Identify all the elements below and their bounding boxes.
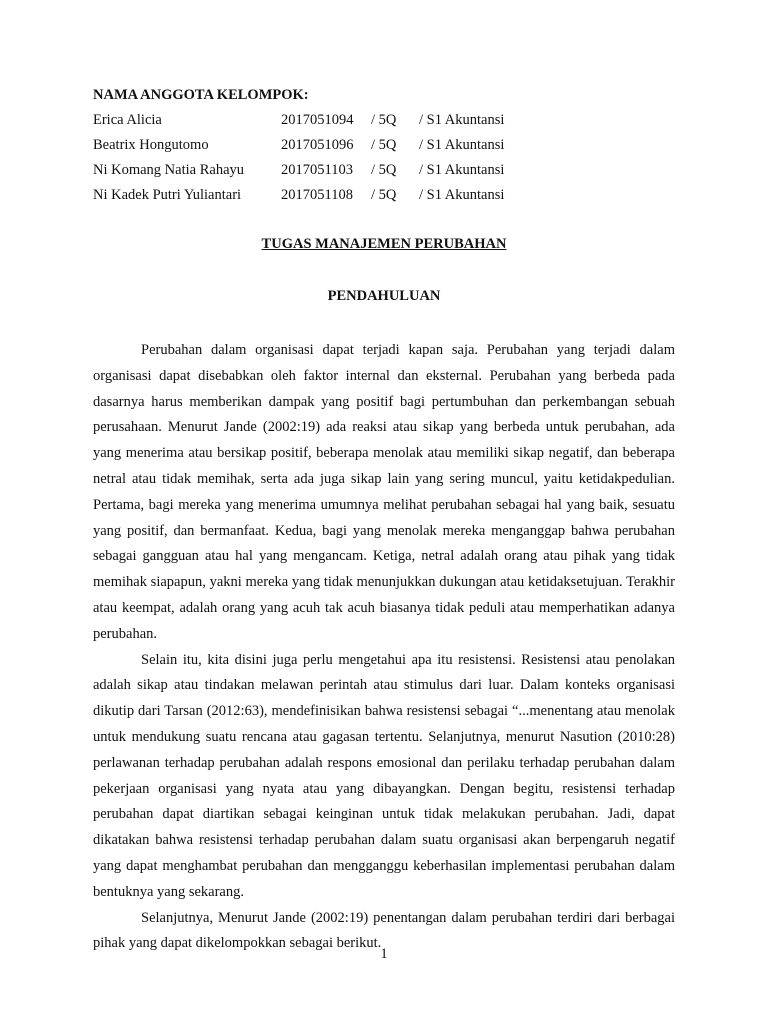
member-name: Beatrix Hongutomo <box>93 137 209 153</box>
section-title: PENDAHULUAN <box>327 288 441 304</box>
page-number: 1 <box>380 946 388 962</box>
member-class: / 5Q <box>371 112 397 128</box>
document-title <box>0 236 768 253</box>
member-name: Ni Komang Natia Rahayu <box>93 162 245 178</box>
body-text <box>93 338 675 957</box>
paragraph: Selain itu, kita disini juga perlu mengetahui apa itu resistensi. Resistensi atau penolakan adalah sikap atau tindakan melawan perintah atau stimulus dari luar. Dalam konteks organisasi dikutip dari Tarsan (2012:63), mendefinisikan bahwa resistensi sebagai “...menentang atau menolak untuk mendukung suatu rencana atau gagasan tertentu. Selanjutnya, menurut Nasution (2010:28) perlawanan terhadap perubahan adalah respons emosional dan perilaku terhadap perubahan dalam pekerjaan organisasi yang nyata atau yang dibayangkan. Dengan begitu, resistensi terhadap perubahan dapat diartikan sebagai keinginan untuk tidak melakukan perubahan. Jadi, dapat dikatakan bahwa resistensi terhadap perubahan dalam suatu organisasi akan berpengaruh negatif yang dapat menghambat perubahan dan mengganggu keberhasilan implementasi perubahan dalam bentuknya yang sekarang. <box>93 651 675 900</box>
member-nim: 2017051094 <box>281 112 354 128</box>
member-class: / 5Q <box>371 162 397 178</box>
document-title-text: TUGAS MANAJEMEN PERUBAHAN <box>261 236 507 252</box>
member-class: / 5Q <box>371 187 397 203</box>
member-nim: 2017051108 <box>281 187 353 203</box>
member-nim: 2017051103 <box>281 162 353 178</box>
member-program: / S1 Akuntansi <box>419 137 505 153</box>
member-name: Ni Kadek Putri Yuliantari <box>93 187 242 203</box>
member-program: / S1 Akuntansi <box>419 162 505 178</box>
paragraph: Perubahan dalam organisasi dapat terjadi kapan saja. Perubahan yang terjadi dalam organisasi dapat disebabkan oleh faktor internal dan eksternal. Perubahan yang berbeda pada dasarnya harus memberikan dampak yang positif bagi pertumbuhan dan perkembangan sebuah perusahaan. Menurut Jande (2002:19) ada reaksi atau sikap yang berbeda untuk perubahan, ada yang menerima atau bersikap positif, beberapa menolak atau memiliki sikap negatif, dan beberapa netral atau tidak memihak, serta ada juga sikap lain yang sering muncul, yaitu ketidakpedulian. Pertama, bagi mereka yang menerima umumnya melihat perubahan sebagai hal yang baik, sesuatu yang positif, dan bermanfaat. Kedua, bagi yang menolak mereka menganggap bahwa perubahan sebagai gangguan atau hal yang mengancam. Ketiga, netral adalah orang atau pihak yang tidak memihak siapapun, yakni mereka yang tidak menunjukkan dukungan atau ketidaksetujuan. Terakhir atau keempat, adalah orang yang acuh tak acuh biasanya tidak peduli atau memperhatikan adanya perubahan. <box>93 342 675 642</box>
paragraph: Selanjutnya, Menurut Jande (2002:19) penentangan dalam perubahan terdiri dari berbagai pihak yang dapat dikelompokkan sebagai berikut. <box>93 909 675 952</box>
member-name: Erica Alicia <box>93 112 162 128</box>
member-program: / S1 Akuntansi <box>419 112 505 128</box>
member-nim: 2017051096 <box>281 137 354 153</box>
members-heading: NAMA ANGGOTA KELOMPOK: <box>93 87 309 103</box>
member-program: / S1 Akuntansi <box>419 187 505 203</box>
member-class: / 5Q <box>371 137 397 153</box>
